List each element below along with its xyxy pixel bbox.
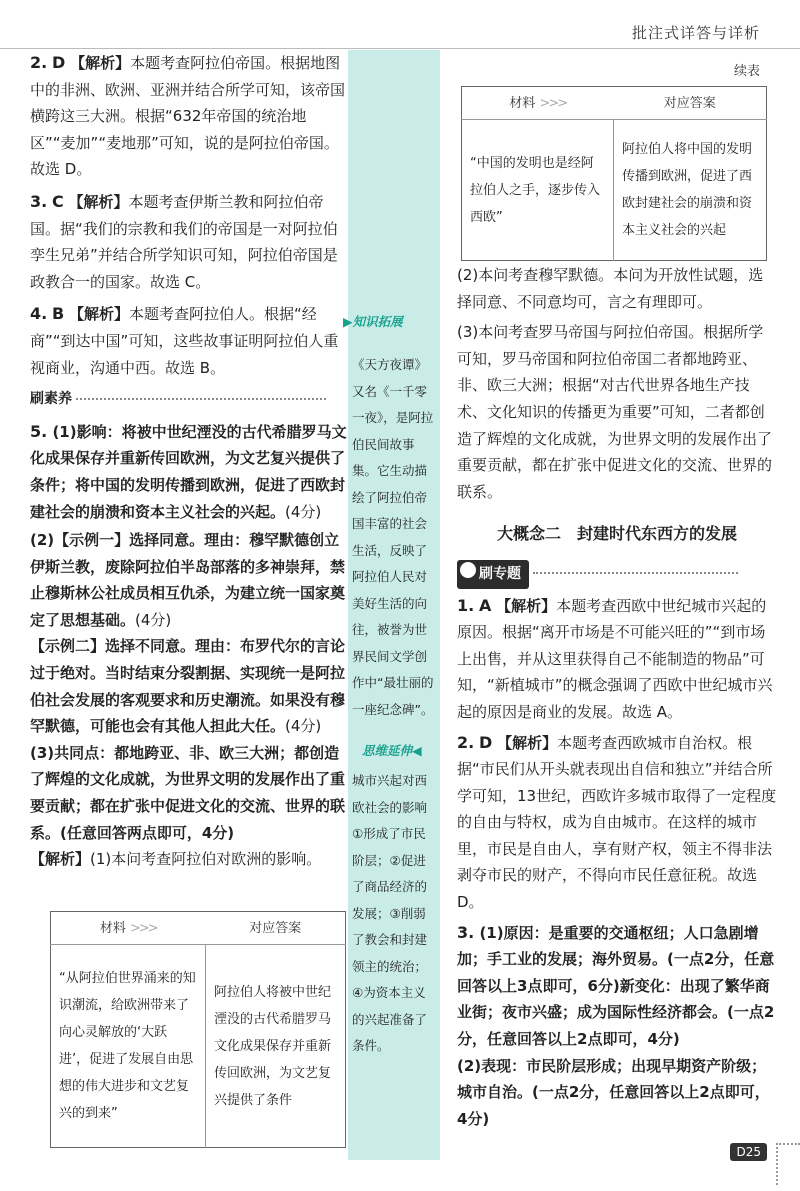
item-answer-letter: D — [52, 53, 66, 72]
left-column — [30, 50, 348, 873]
table-cell-answer: 阿拉伯人将被中世纪湮没的古代希腊罗马文化成果保存并重新传回欧洲，为文艺复兴提供了条件 — [214, 984, 332, 1108]
item-number: 3. — [457, 922, 475, 942]
sidebar-tag-thinking: 思维延伸◀ — [362, 743, 422, 758]
q5-part3-text: 【示例二】选择不同意。理由：布罗代尔的言论过于绝对。当时结束分裂割据、实现统一是阿拉伯社会发展的客观要求和历史潮流。如果没有穆罕默德，可能也会有其他人担此大任。 — [30, 637, 346, 736]
item-answer-letter: D — [479, 732, 493, 752]
q5-part2-text: (2)【示例一】选择同意。理由：穆罕默德创立伊斯兰教，废除阿拉伯半岛部落的多神崇拜，禁止穆斯林公社成员相互仇杀，为建立统一国家奠定了思想基础。 — [30, 531, 346, 629]
q5-part4: (3)共同点：都地跨亚、非、欧三大洲；都创造了辉煌的文化成就，为世界文明的发展作出了重要贡献；都在扩张中促进文化的交流、世界的联系。(任意回答两点即可，4分) — [30, 743, 346, 842]
section-brush-literacy — [30, 385, 348, 413]
item-number: 4. — [30, 304, 48, 324]
item-answer-letter: C — [52, 191, 64, 211]
page-number: D25 — [730, 1143, 767, 1161]
table-header-material: 材料 >>> — [51, 912, 206, 945]
section-dots — [533, 572, 738, 574]
analysis-text: (1)本问考查阿拉伯对欧洲的影响。 — [90, 850, 322, 869]
analysis-tag: 【解析】 — [70, 54, 131, 72]
item-number: 2. — [457, 732, 475, 752]
section-special-topic — [457, 560, 777, 589]
q5-analysis — [30, 846, 348, 873]
table-header-material: 材料 >>> — [462, 87, 614, 120]
special-topic-badge — [457, 560, 529, 589]
item-text: 本题考查阿拉伯人。根据“经商”“到达中国”可知，这些故事证明阿拉伯人重视商业，沟通中西。故选 B。 — [30, 305, 339, 377]
item-number: 1. — [457, 595, 475, 615]
table-cell-material: “从阿拉伯世界涌来的知识潮流，给欧洲带来了向心灵解放的‘大跃进’，促进了发展自由思想的伟大进步和文艺复兴的到来” — [51, 945, 206, 1148]
item-answer-letter: B — [52, 304, 65, 324]
q5-part1-text: (1)影响：将被中世纪湮没的古代希腊罗马文化成果保存并重新传回欧洲，为文艺复兴提供了条件；将中国的发明传播到欧洲，促进了西欧封建社会的崩溃和资本主义社会的兴起。 — [30, 422, 347, 521]
analysis-tag: 【解析】 — [68, 192, 129, 211]
answer-item-3 — [30, 189, 348, 295]
analysis-tag: 【解析】 — [496, 596, 557, 615]
section-title: 大概念二 封建时代东西方的发展 — [496, 524, 737, 544]
material-answer-table-left — [50, 911, 346, 1148]
header-divider — [0, 48, 800, 49]
corner-dots — [776, 1143, 800, 1185]
answer-item-r1 — [457, 593, 777, 726]
sidebar-note-thinking: 城市兴起对西欧社会的影响①形成了市民阶层；②促进了商品经济的发展；③削弱了教会和封建领主的统治；④为资本主义的兴起准备了条件。 — [352, 773, 428, 1053]
item-number: 5. — [30, 421, 48, 441]
analysis-part3: (3)本问考查罗马帝国与阿拉伯帝国。根据所学可知，罗马帝国和阿拉伯帝国二者都地跨亚、非、欧三大洲；根据“对古代世界各地生产技术、文化知识的传播更为重要”可知，二者都创造了辉煌的文化成就，为世界文明的发展作出了重要贡献，都在扩张中促进文化的交流、世界的联系。 — [457, 323, 773, 501]
section-label: 刷素养 — [30, 391, 72, 408]
continued-label: 续表 — [733, 64, 760, 79]
answer-item-4 — [30, 301, 348, 381]
table-header-answer: 对应答案 — [614, 87, 767, 120]
item-text: 本题考查阿拉伯帝国。根据地图中的非洲、欧洲、亚洲并结合所学可知，该帝国横跨这三大洲。根据“632年帝国的统治地区”“麦加”“麦地那”可知，说的是阿拉伯帝国。故选 D。 — [30, 54, 346, 179]
material-answer-table-right — [461, 86, 767, 261]
q3-part1-text: (1)原因：是重要的交通枢纽；人口急剧增加；手工业的发展；海外贸易。(一点2分，任意回答以上3点即可，6分)新变化：出现了繁华商业街；夜市兴盛；成为国际性经济都会。(一点2分，任意回答以上2点即可，4分) — [457, 923, 775, 1049]
analysis-tag: 【解析】 — [30, 850, 91, 869]
q5-part3-score: (4分) — [285, 717, 322, 736]
item-text: 本题考查伊斯兰教和阿拉伯帝国。据“我们的宗教和我们的帝国是一对阿拉伯孪生兄弟”并结合所学知识可知，阿拉伯帝国是政教合一的国家。故选 C。 — [30, 192, 338, 291]
section-dots — [76, 398, 326, 400]
answer-item-r3 — [457, 920, 777, 1133]
arrow-icon: >>> — [129, 920, 157, 936]
q3-part2: (2)表现：市民阶层形成；出现早期资产阶级；城市自治。(一点2分，任意回答以上2点即可，4分) — [457, 1056, 770, 1128]
q3-part1 — [457, 920, 777, 1053]
table-cell-material: “中国的发明也是经阿拉伯人之手，逐步传入西欧” — [462, 120, 614, 261]
brush-icon — [460, 562, 476, 578]
q5-part2-score: (4分) — [135, 610, 172, 629]
analysis-tag: 【解析】 — [68, 305, 129, 324]
q5-part1-score: (4分) — [285, 502, 322, 521]
right-column — [457, 262, 777, 1132]
badge-label: 刷专题 — [479, 565, 521, 582]
item-text: 本题考查西欧城市自治权。根据“市民们从开头就表现出自信和独立”并结合所学可知，13世纪，西欧许多城市取得了一定程度的自由与特权，成为自由城市。在这样的城市里，市民是自由人，享有财产权，领主不得非法剥夺市民的财产，不得向市民任意征税。故选 D。 — [457, 733, 777, 912]
answer-item-r2 — [457, 730, 777, 916]
arrow-icon: >>> — [539, 95, 567, 111]
q5-part2 — [30, 527, 348, 633]
sidebar-note-knowledge: 《天方夜谭》又名《一千零一夜》，是阿拉伯民间故事集。它生动描绘了阿拉伯帝国丰富的社会生活，反映了阿拉伯人民对美好生活的向往，被誉为世界民间文学创作中“最壮丽的一座纪念碑”。 — [352, 357, 434, 717]
analysis-tag: 【解析】 — [497, 733, 558, 752]
table-header-answer: 对应答案 — [206, 912, 346, 945]
table-cell-answer: 阿拉伯人将中国的发明传播到欧洲，促进了西欧封建社会的崩溃和资本主义社会的兴起 — [622, 142, 753, 238]
header-title: 批注式详答与详析 — [631, 24, 760, 42]
item-number: 3. — [30, 191, 48, 211]
sidebar-tag-knowledge: ▶知识拓展 — [343, 314, 403, 329]
item-text: 本题考查西欧中世纪城市兴起的原因。根据“离开市场是不可能兴旺的”“到市场上出售，并从这里获得自己不能制造的物品”可知，“新植城市”的概念强调了西欧中世纪城市兴起的原因是商业的发展。故选 A。 — [457, 596, 773, 721]
q5-part1 — [30, 419, 348, 525]
analysis-part2: (2)本问考查穆罕默德。本问为开放性试题，选择同意、不同意均可，言之有理即可。 — [457, 266, 764, 311]
item-answer-letter: A — [479, 595, 492, 615]
answer-item-5 — [30, 419, 348, 873]
answer-item-2 — [30, 50, 348, 183]
q5-part3 — [30, 633, 348, 739]
item-number: 2. — [30, 53, 48, 72]
